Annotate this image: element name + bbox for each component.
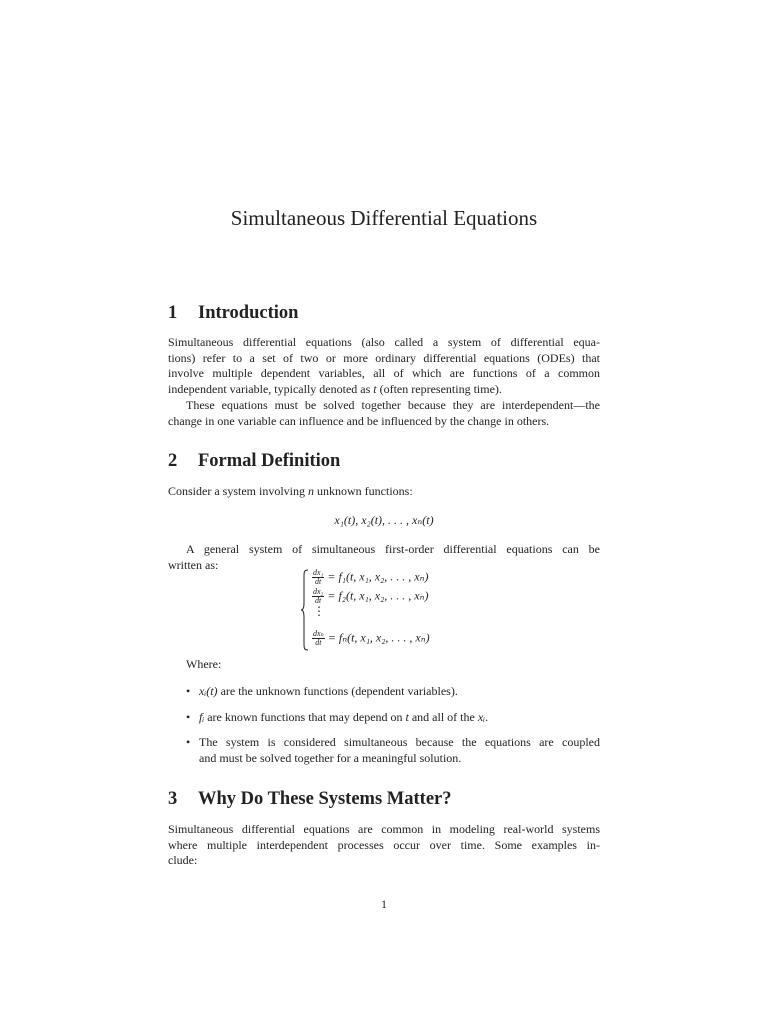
functions-equation: x₁(t), x₂(t), . . . , xₙ(t): [334, 513, 434, 527]
section-heading-introduction: [168, 303, 298, 324]
equation-rhs: = f₁(t, x₁, x₂, . . . , xₙ): [327, 569, 429, 584]
fraction-numerator: dx₁: [313, 568, 324, 577]
where-label: [168, 657, 600, 673]
text-line: These equations must be solved together because they are interdependent—the: [186, 398, 600, 412]
fraction-denominator: dt: [315, 596, 322, 605]
intro-paragraph-2: [168, 398, 600, 429]
text-line: and must be solved together for a meaningful solution.: [199, 750, 462, 765]
text-fragment: independent variable, typically denoted as: [168, 381, 371, 396]
math-variable: t: [373, 381, 377, 396]
math-variable: fᵢ: [199, 709, 205, 724]
derivative-fraction: [312, 630, 325, 647]
section-number: 3: [168, 789, 178, 809]
math-variable: n: [308, 484, 314, 498]
equation-row-1: [312, 569, 428, 586]
fraction-denominator: dt: [315, 638, 322, 647]
derivative-fraction: [312, 569, 324, 586]
text-line: written as:: [168, 557, 219, 572]
list-item: [168, 684, 600, 700]
text-line: Simultaneous differential equations are common in modeling real-world systems: [168, 822, 600, 836]
list-item: [168, 710, 600, 726]
section-title: Introduction: [198, 303, 299, 323]
text-fragment: are known functions that may depend on: [204, 709, 406, 724]
text-line: where multiple interdependent processes occur over time. Some examples in-: [168, 837, 600, 852]
text-line: [168, 484, 600, 500]
equation-row-n: [312, 630, 430, 647]
section-number: 2: [168, 451, 178, 471]
section-title: Formal Definition: [198, 451, 341, 471]
section-title: Why Do These Systems Matter?: [198, 789, 452, 809]
text-fragment: (often representing time).: [379, 381, 502, 396]
text-line: involve multiple dependent variables, all of which are functions of a common: [168, 366, 600, 381]
bullet-icon: •: [186, 684, 191, 698]
why-paragraph: [168, 822, 600, 869]
section-heading-formal-definition: [168, 451, 340, 472]
fraction-numerator: dx₂: [313, 587, 324, 596]
bullet-icon: •: [186, 735, 191, 750]
derivative-fraction: [312, 588, 324, 605]
text-fragment: unknown functions:: [317, 484, 413, 498]
left-brace: [300, 569, 310, 651]
vertical-dots: ⋮: [313, 604, 325, 618]
intro-paragraph-1: [168, 335, 600, 397]
fraction-numerator: dxₙ: [313, 629, 324, 638]
text-line: A general system of simultaneous first-order differential equations can be: [186, 542, 600, 556]
section-heading-why: [168, 789, 452, 810]
page-number: 1: [381, 897, 387, 911]
definition-intro: [168, 484, 600, 500]
equation-rhs: = fₙ(t, x₁, x₂, . . . , xₙ): [327, 630, 430, 645]
math-variable: xᵢ: [477, 709, 486, 724]
text-line: tions) refer to a set of two or more ordinary differential equations (ODEs) that: [168, 350, 600, 365]
math-variable: t: [405, 709, 409, 724]
equation-rhs: = f₂(t, x₁, x₂, . . . , xₙ): [327, 588, 429, 603]
text-line: [168, 382, 600, 398]
text-line: change in one variable can influence and be influenced by the change in others.: [168, 413, 550, 428]
text-fragment: are the unknown functions (dependent variables).: [217, 684, 458, 698]
fraction-denominator: dt: [315, 577, 322, 586]
text-line: Simultaneous differential equations (also called a system of differential equa-: [168, 335, 600, 349]
paper-title: Simultaneous Differential Equations: [230, 206, 538, 230]
section-number: 1: [168, 303, 178, 323]
text-line: The system is considered simultaneous because the equations are coupled: [199, 735, 600, 750]
text-fragment: and all of the: [408, 709, 478, 724]
list-item: [168, 735, 600, 766]
bullet-icon: •: [186, 709, 191, 724]
text-fragment: Consider a system involving: [168, 484, 305, 498]
text-fragment: .: [485, 709, 489, 724]
definition-bullet-list: [168, 684, 600, 766]
text-line: clude:: [168, 853, 198, 868]
equation-row-2: [312, 588, 428, 605]
math-variable: xᵢ(t): [199, 684, 218, 698]
text-line: Where:: [186, 657, 222, 671]
